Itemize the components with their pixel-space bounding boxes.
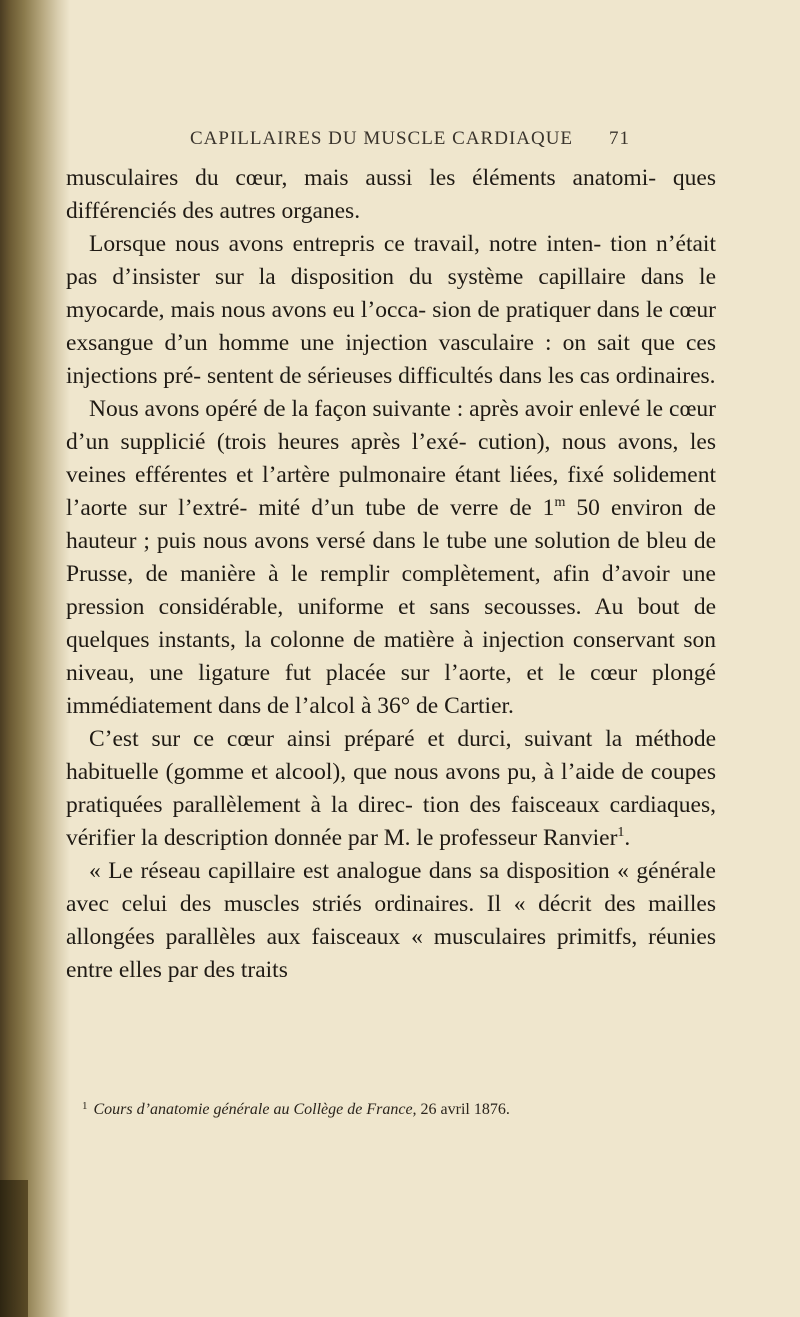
paragraph-3 [66, 393, 716, 723]
footnote-mark: 1 [82, 1100, 88, 1112]
footnote [82, 1100, 722, 1119]
page-number: 71 [609, 128, 630, 149]
footnote-citation: Cours d’anatomie générale au Collège de France, [93, 1101, 417, 1118]
running-head [190, 128, 630, 150]
footnote-date: 26 avril 1876. [416, 1101, 510, 1118]
body-text [66, 162, 716, 987]
running-head-title: CAPILLAIRES DU MUSCLE CARDIAQUE [190, 128, 574, 149]
footnote-reference: 1 [617, 825, 625, 841]
paragraph-1: musculaires du cœur, mais aussi les éléments anatomi- ques différenciés des autres organes. [66, 165, 716, 224]
paragraph-4 [66, 723, 716, 855]
quotation: « Le réseau capillaire est analogue dans sa disposition « générale avec celui des muscles striés ordinaires. Il « décrit des mailles allongées parallèles aux faisceaux « musculaires primitfs, réunies entre elles par des traits [66, 858, 716, 983]
paragraph-3-rest: 50 environ de hauteur ; puis nous avons versé dans le tube une solution de bleu de Prusse, de manière à le remplir complètement, afin d’avoir une pression considérable, uniforme et sans secousses. Au bout de quelques instants, la colonne de matière à injection conservant son niveau, une ligature fut placée sur l’aorte, et le cœur plongé immédiatement dans de l’alcol à 36° de Cartier. [66, 495, 716, 719]
paragraph-2: Lorsque nous avons entrepris ce travail, notre inten- tion n’était pas d’insister sur la disposition du système capillaire dans le myocarde, mais nous avons eu l’occa- sion de pratiquer dans le cœur exsangue d’un homme une injection vasculaire : on sait que ces injections pré- sentent de sérieuses difficultés dans les cas ordinaires. [66, 231, 716, 389]
unit-superscript: m [554, 495, 566, 511]
paragraph-4-text: C’est sur ce cœur ainsi préparé et durci, suivant la méthode habituelle (gomme et alcool), que nous avons pu, à l’aide de coupes pratiquées parallèlement à la direc- tion des faisceaux cardiaques, vérifier la description donnée par M. le professeur Ranvier [66, 726, 716, 851]
paragraph-3-start: Nous avons opéré de la façon suivante : après avoir enlevé le cœur d’un supplicié (trois heures après l’exé- cution), nous avons, les veines efférentes et l’artère pulmonaire étant liées, fixé solidement l’aorte sur l’extré- mité d’un tube de verre de 1 [66, 396, 716, 521]
paragraph-4-end: . [624, 825, 631, 851]
